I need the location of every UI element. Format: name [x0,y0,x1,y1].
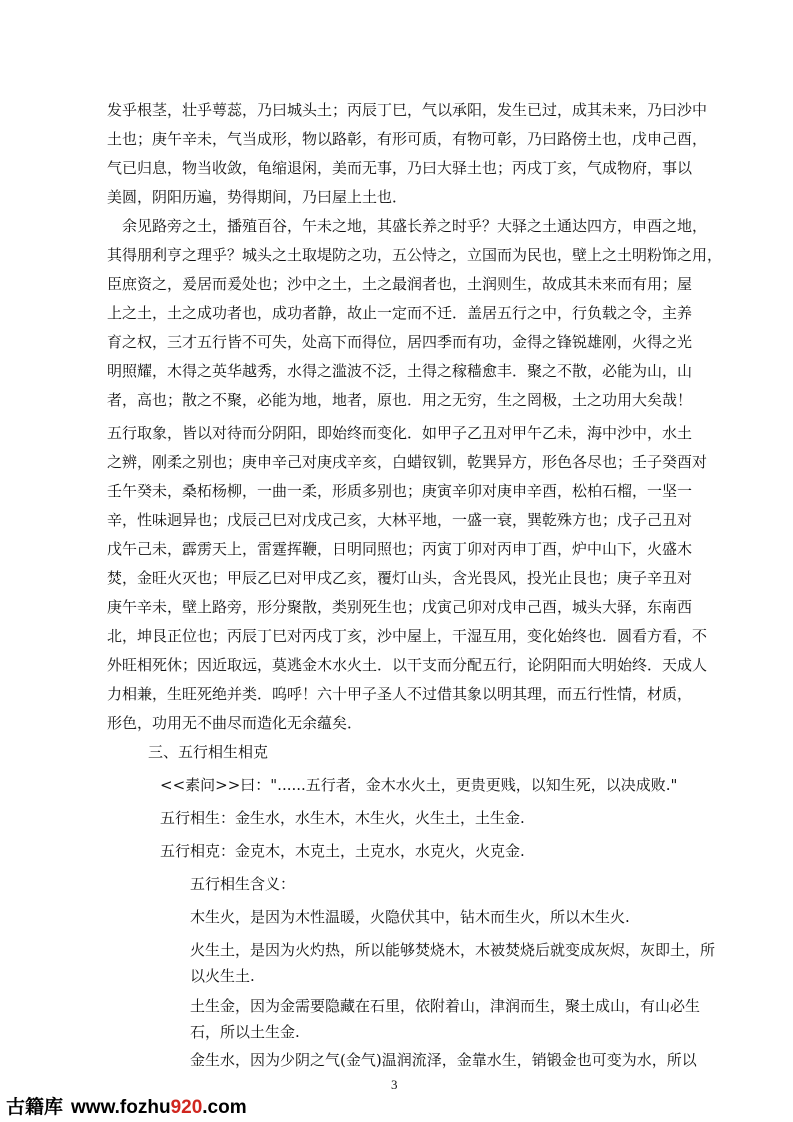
text-line: 北，坤艮正位也；丙辰丁巳对丙戌丁亥，沙中屋上，干湿互用，变化始终也．圆看方看，不 [107,627,708,645]
site-name: 古籍库 [6,1097,64,1118]
text-line: 外旺相死休；因近取远，莫逃金木水火土．以干支而分配五行，论阴阳而大明始终．天成人 [107,656,708,674]
text-line: <<素问>>曰："......五行者，金木水火土，更贵更贱，以知生死，以决成败." [160,776,678,794]
page-number: 3 [391,1077,398,1092]
text-line: 五行相生：金生水，水生木，木生火，火生土，土生金. [160,809,525,827]
text-line: 庚午辛未，壁上路旁，形分聚散，类别死生也；戊寅己卯对戊申己酉，城头大驿，东南西 [107,598,693,616]
text-line: 形色，功用无不曲尽而造化无余蕴矣． [107,714,363,732]
text-line: 辛，性味迥异也；戊辰己巳对戊戌己亥，大林平地，一盛一衰，巽乾殊方也；戊子己丑对 [107,511,693,529]
text-line: 上之土，土之成功者也，成功者静，故止一定而不迁．盖居五行之中，行负载之令，主养 [107,304,693,322]
url-number: 920 [170,1097,203,1118]
text-line: 力相兼，生旺死绝并类．呜呼！六十甲子圣人不过借其象以明其理，而五行性情，材质， [107,685,693,703]
text-line: 戊午己未，霹雳天上，雷霆挥鞭，日明同照也；丙寅丁卯对丙申丁酉，炉中山下，火盛木 [107,540,693,558]
text-line: 者，高也；散之不聚，必能为地，地者，原也．用之无穷，生之罔极，土之功用大矣哉！ [107,391,693,409]
text-line: 火生土，是因为火灼热，所以能够焚烧木，木被焚烧后就变成灰烬，灰即土，所 [190,941,716,959]
text-line: 五行取象，皆以对待而分阴阳，即始终而变化．如甲子乙丑对甲午乙未，海中沙中，水土 [107,424,693,442]
text-line: 之辨，刚柔之别也；庚申辛己对庚戌辛亥，白蜡钗钏，乾巽异方，形色各尽也；壬子癸酉对 [107,453,708,471]
subheading: 五行相生含义： [190,875,296,893]
text-line: 明照耀，木得之英华越秀，水得之滥波不泛，土得之稼穑愈丰．聚之不散，必能为山，山 [107,362,693,380]
text-line: 余见路旁之土，播殖百谷，午未之地，其盛长养之时乎？大驿之土通达四方，申酉之地， [122,217,708,235]
url-suffix: .com [202,1097,247,1118]
text-line: 金生水，因为少阴之气(金气)温润流泽，金靠水生，销锻金也可变为水，所以 [190,1051,697,1069]
text-line: 壬午癸未，桑柘杨柳，一曲一柔，形质多别也；庚寅辛卯对庚申辛酉，松柏石榴，一坚一 [107,482,693,500]
text-line: 育之权，三才五行皆不可失，处高下而得位，居四季而有功，金得之锋锐雄刚，火得之光 [107,333,693,351]
text-line: 气已归息，物当收敛，龟缩退闲，美而无事，乃曰大驿土也；丙戌丁亥，气成物府，事以 [107,159,693,177]
section-heading: 三、五行相生相克 [148,743,269,761]
text-line: 美圆，阴阳历遍，势得期间，乃曰屋上土也． [107,188,408,206]
text-line: 五行相克：金克木，木克土，土克水，水克火，火克金. [160,842,525,860]
text-line: 以火生土. [190,967,255,985]
text-line: 土也；庚午辛未，气当成形，物以路彰，有形可质，有物可彰，乃曰路傍土也，戊申己酉， [107,130,708,148]
text-line: 其得朋利亨之理乎？城头之土取堤防之功，五公恃之，立国而为民也，壁上之土明粉饰之用， [107,246,723,264]
text-line: 臣庶资之，爰居而爰处也；沙中之土，土之最润者也，土润则生，故成其未来而有用；屋 [107,275,693,293]
text-line: 土生金，因为金需要隐藏在石里，依附着山，津润而生，聚土成山，有山必生 [190,997,701,1015]
text-line: 发乎根茎，壮乎萼蕊，乃曰城头土；丙辰丁巳，气以承阳，发生已过，成其未来，乃曰沙中 [107,101,708,119]
text-line: 木生火，是因为木性温暖，火隐伏其中，钻木而生火，所以木生火. [190,908,630,926]
footer-watermark [6,1092,247,1119]
url-prefix: www.fozhu [71,1097,171,1118]
text-line: 焚，金旺火灭也；甲辰乙巳对甲戌乙亥，覆灯山头，含光畏风，投光止艮也；庚子辛丑对 [107,569,693,587]
text-line: 石，所以土生金. [190,1023,300,1041]
